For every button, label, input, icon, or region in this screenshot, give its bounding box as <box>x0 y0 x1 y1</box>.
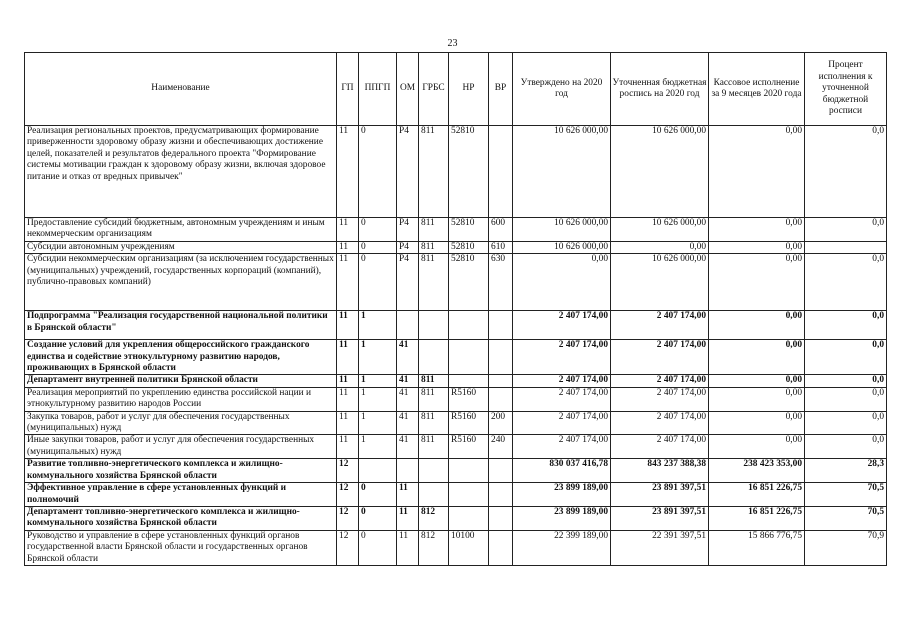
cell-percent: 0,0 <box>805 254 887 311</box>
cell-percent: 70,5 <box>805 506 887 530</box>
cell-ppgp <box>359 459 397 483</box>
page-number: 23 <box>447 38 458 49</box>
cell-vr <box>489 530 513 565</box>
cell-grbs: 812 <box>419 506 449 530</box>
cell-cash: 0,00 <box>709 340 805 375</box>
header-approved: Утверждено на 2020 год <box>513 53 611 126</box>
cell-refined: 2 407 174,00 <box>611 411 709 435</box>
cell-np: 52810 <box>449 254 489 311</box>
cell-vr <box>489 375 513 387</box>
cell-gp: 12 <box>337 506 359 530</box>
cell-vr: 610 <box>489 241 513 253</box>
cell-np: R5160 <box>449 387 489 411</box>
cell-om: 41 <box>397 435 419 459</box>
cell-cash: 0,00 <box>709 311 805 340</box>
cell-om: Р4 <box>397 241 419 253</box>
cell-cash: 0,00 <box>709 126 805 218</box>
cell-vr <box>489 387 513 411</box>
cell-approved: 22 399 189,00 <box>513 530 611 565</box>
cell-approved: 0,00 <box>513 254 611 311</box>
cell-refined: 23 891 397,51 <box>611 506 709 530</box>
cell-ppgp: 0 <box>359 506 397 530</box>
cell-refined: 0,00 <box>611 241 709 253</box>
cell-np <box>449 459 489 483</box>
cell-name: Реализация мероприятий по укреплению единства российской нации и этнокультурному развитию народов России <box>25 387 337 411</box>
table-row <box>25 340 887 375</box>
cell-name: Иные закупки товаров, работ и услуг для обеспечения государственных (муниципальных) нужд <box>25 435 337 459</box>
header-ppgp: ППГП <box>359 53 397 126</box>
cell-name: Департамент топливно-энергетического комплекса и жилищно-коммунального хозяйства Брянской области <box>25 506 337 530</box>
cell-np <box>449 340 489 375</box>
cell-gp: 11 <box>337 411 359 435</box>
header-percent: Процент исполнения к уточненной бюджетной росписи <box>805 53 887 126</box>
cell-np <box>449 506 489 530</box>
cell-approved: 23 899 189,00 <box>513 483 611 507</box>
header-om: ОМ <box>397 53 419 126</box>
cell-vr <box>489 311 513 340</box>
table-row <box>25 483 887 507</box>
table-row <box>25 254 887 311</box>
cell-vr: 200 <box>489 411 513 435</box>
cell-grbs <box>419 311 449 340</box>
cell-refined: 10 626 000,00 <box>611 126 709 218</box>
table-row <box>25 218 887 242</box>
table-row <box>25 506 887 530</box>
cell-np <box>449 483 489 507</box>
cell-approved: 23 899 189,00 <box>513 506 611 530</box>
cell-ppgp: 1 <box>359 435 397 459</box>
cell-vr <box>489 126 513 218</box>
cell-refined: 2 407 174,00 <box>611 340 709 375</box>
cell-vr <box>489 506 513 530</box>
cell-percent: 0,0 <box>805 375 887 387</box>
cell-np <box>449 375 489 387</box>
table-row <box>25 126 887 218</box>
cell-percent: 0,0 <box>805 311 887 340</box>
cell-gp: 12 <box>337 530 359 565</box>
cell-gp: 11 <box>337 241 359 253</box>
cell-grbs: 812 <box>419 530 449 565</box>
cell-om: 11 <box>397 530 419 565</box>
cell-ppgp: 0 <box>359 241 397 253</box>
cell-percent: 0,0 <box>805 126 887 218</box>
table-row <box>25 387 887 411</box>
header-grbs: ГРБС <box>419 53 449 126</box>
cell-ppgp: 1 <box>359 387 397 411</box>
cell-om: 41 <box>397 411 419 435</box>
cell-om: 41 <box>397 387 419 411</box>
cell-om: 11 <box>397 506 419 530</box>
table-row <box>25 459 887 483</box>
cell-vr: 240 <box>489 435 513 459</box>
cell-approved: 2 407 174,00 <box>513 375 611 387</box>
header-gp: ГП <box>337 53 359 126</box>
cell-ppgp: 0 <box>359 483 397 507</box>
cell-cash: 15 866 776,75 <box>709 530 805 565</box>
cell-cash: 0,00 <box>709 387 805 411</box>
cell-approved: 2 407 174,00 <box>513 311 611 340</box>
cell-percent: 0,0 <box>805 387 887 411</box>
cell-vr: 630 <box>489 254 513 311</box>
cell-np: R5160 <box>449 411 489 435</box>
cell-refined: 2 407 174,00 <box>611 375 709 387</box>
cell-approved: 2 407 174,00 <box>513 387 611 411</box>
cell-name: Эффективное управление в сфере установленных функций и полномочий <box>25 483 337 507</box>
cell-vr: 600 <box>489 218 513 242</box>
header-cash: Кассовое исполнение за 9 месяцев 2020 года <box>709 53 805 126</box>
cell-ppgp: 1 <box>359 375 397 387</box>
table-row <box>25 375 887 387</box>
cell-vr <box>489 340 513 375</box>
cell-gp: 11 <box>337 375 359 387</box>
cell-np: R5160 <box>449 435 489 459</box>
header-refined: Уточненная бюджетная роспись на 2020 год <box>611 53 709 126</box>
cell-om: 41 <box>397 375 419 387</box>
cell-gp: 11 <box>337 311 359 340</box>
cell-om: Р4 <box>397 254 419 311</box>
cell-approved: 2 407 174,00 <box>513 340 611 375</box>
cell-grbs <box>419 483 449 507</box>
header-vr: ВР <box>489 53 513 126</box>
cell-np: 52810 <box>449 218 489 242</box>
cell-om <box>397 311 419 340</box>
cell-name: Развитие топливно-энергетического комплекса и жилищно-коммунального хозяйства Брянской области <box>25 459 337 483</box>
cell-gp: 12 <box>337 483 359 507</box>
cell-gp: 11 <box>337 387 359 411</box>
cell-cash: 238 423 353,00 <box>709 459 805 483</box>
cell-name: Департамент внутренней политики Брянской области <box>25 375 337 387</box>
cell-om: 11 <box>397 483 419 507</box>
cell-om: 41 <box>397 340 419 375</box>
cell-grbs: 811 <box>419 387 449 411</box>
cell-gp: 12 <box>337 459 359 483</box>
cell-grbs <box>419 459 449 483</box>
cell-cash: 16 851 226,75 <box>709 506 805 530</box>
cell-refined: 2 407 174,00 <box>611 387 709 411</box>
cell-ppgp: 0 <box>359 254 397 311</box>
cell-om: Р4 <box>397 126 419 218</box>
table-row <box>25 411 887 435</box>
cell-cash: 0,00 <box>709 254 805 311</box>
cell-approved: 2 407 174,00 <box>513 435 611 459</box>
cell-grbs: 811 <box>419 126 449 218</box>
cell-cash: 0,00 <box>709 411 805 435</box>
cell-np <box>449 311 489 340</box>
cell-gp: 11 <box>337 254 359 311</box>
cell-grbs: 811 <box>419 254 449 311</box>
cell-vr <box>489 459 513 483</box>
table-body <box>25 126 887 566</box>
cell-refined: 2 407 174,00 <box>611 311 709 340</box>
table-row <box>25 311 887 340</box>
cell-ppgp: 0 <box>359 218 397 242</box>
cell-percent: 70,9 <box>805 530 887 565</box>
cell-gp: 11 <box>337 435 359 459</box>
cell-name: Руководство и управление в сфере установленных функций органов государственной власти Брянской области и государственных органов Брянской области <box>25 530 337 565</box>
cell-grbs: 811 <box>419 241 449 253</box>
cell-name: Субсидии автономным учреждениям <box>25 241 337 253</box>
cell-approved: 10 626 000,00 <box>513 241 611 253</box>
cell-approved: 10 626 000,00 <box>513 126 611 218</box>
cell-cash: 0,00 <box>709 218 805 242</box>
cell-cash: 0,00 <box>709 375 805 387</box>
cell-ppgp: 0 <box>359 530 397 565</box>
cell-ppgp: 1 <box>359 411 397 435</box>
cell-percent: 0,0 <box>805 340 887 375</box>
cell-name: Закупка товаров, работ и услуг для обеспечения государственных (муниципальных) нужд <box>25 411 337 435</box>
budget-table <box>24 52 887 566</box>
cell-approved: 10 626 000,00 <box>513 218 611 242</box>
cell-grbs <box>419 340 449 375</box>
cell-ppgp: 1 <box>359 340 397 375</box>
cell-cash: 0,00 <box>709 241 805 253</box>
cell-cash: 0,00 <box>709 435 805 459</box>
cell-om: Р4 <box>397 218 419 242</box>
cell-np: 10100 <box>449 530 489 565</box>
cell-name: Реализация региональных проектов, предусматривающих формирование приверженности здоровому образу жизни и обеспечивающих достижение целей, показателей и результатов федерального проекта "Формирование системы мотивации граждан к здоровому образу жизни, включая здоровое питание и отказ от вредных привычек" <box>25 126 337 218</box>
cell-approved: 830 037 416,78 <box>513 459 611 483</box>
header-name: Наименование <box>25 53 337 126</box>
cell-refined: 23 891 397,51 <box>611 483 709 507</box>
cell-gp: 11 <box>337 126 359 218</box>
cell-om <box>397 459 419 483</box>
cell-ppgp: 1 <box>359 311 397 340</box>
cell-refined: 10 626 000,00 <box>611 254 709 311</box>
table-row <box>25 530 887 565</box>
table-row <box>25 435 887 459</box>
cell-refined: 22 391 397,51 <box>611 530 709 565</box>
cell-percent: 0,0 <box>805 218 887 242</box>
cell-gp: 11 <box>337 218 359 242</box>
cell-percent <box>805 241 887 253</box>
cell-refined: 2 407 174,00 <box>611 435 709 459</box>
cell-percent: 70,5 <box>805 483 887 507</box>
cell-grbs: 811 <box>419 411 449 435</box>
cell-approved: 2 407 174,00 <box>513 411 611 435</box>
cell-name: Создание условий для укрепления общероссийского гражданского единства и содействие этнокультурному развитию народов, проживающих в Брянской области <box>25 340 337 375</box>
cell-percent: 28,3 <box>805 459 887 483</box>
table-header-row <box>25 53 887 126</box>
header-np: НР <box>449 53 489 126</box>
cell-grbs: 811 <box>419 435 449 459</box>
cell-grbs: 811 <box>419 218 449 242</box>
cell-refined: 10 626 000,00 <box>611 218 709 242</box>
cell-name: Субсидии некоммерческим организациям (за исключением государственных (муниципальных) учреждений, государственных корпораций (компаний), публично-правовых компаний) <box>25 254 337 311</box>
cell-percent: 0,0 <box>805 411 887 435</box>
cell-np: 52810 <box>449 126 489 218</box>
cell-np: 52810 <box>449 241 489 253</box>
cell-name: Подпрограмма "Реализация государственной национальной политики в Брянской области" <box>25 311 337 340</box>
cell-percent: 0,0 <box>805 435 887 459</box>
cell-gp: 11 <box>337 340 359 375</box>
cell-name: Предоставление субсидий бюджетным, автономным учреждениям и иным некоммерческим организациям <box>25 218 337 242</box>
cell-vr <box>489 483 513 507</box>
cell-cash: 16 851 226,75 <box>709 483 805 507</box>
cell-grbs: 811 <box>419 375 449 387</box>
cell-ppgp: 0 <box>359 126 397 218</box>
table-row <box>25 241 887 253</box>
cell-refined: 843 237 388,38 <box>611 459 709 483</box>
